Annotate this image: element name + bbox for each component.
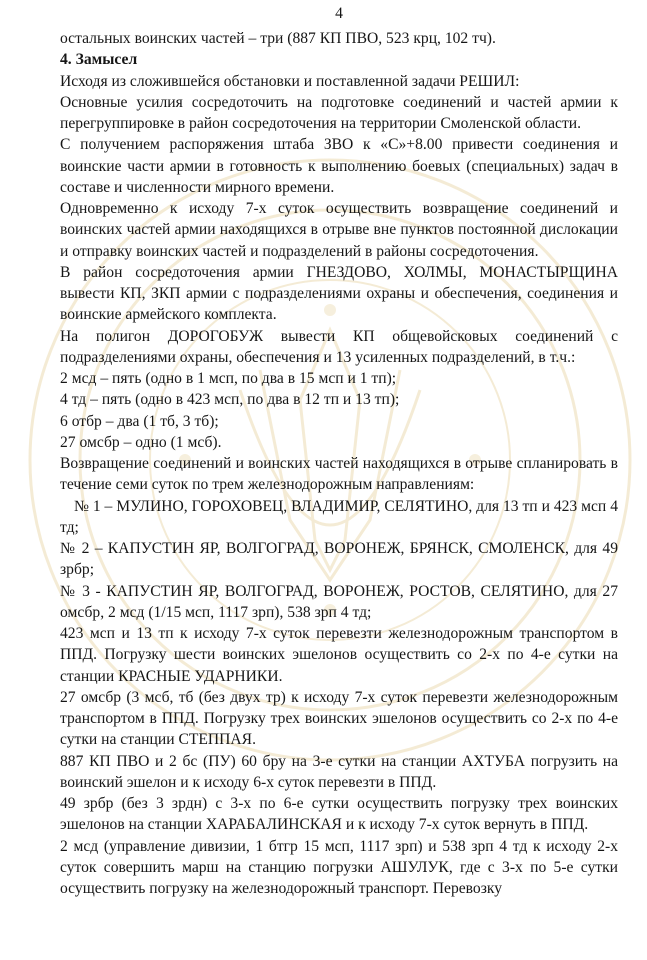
paragraph: 423 мсп и 13 тп к исходу 7-х суток перевезти железнодорожным транспортом в ППД. Погрузку шести воинских эшелонов осуществить со 2-х по 4-е сутки на станции КРАСНЫЕ УДАРНИКИ. <box>60 625 618 685</box>
paragraph: В район сосредоточения армии ГНЕЗДОВО, ХОЛМЫ, МОНАСТЫРЩИНА вывести КП, ЗКП армии с подразделениями охраны и обеспечения, соединения и воинские армейского комплекта. <box>60 263 618 324</box>
paragraph: На полигон ДОРОГОБУЖ вывести КП общевойсковых соединений с подразделениями охраны, обеспечения и 13 усиленных подразделений, в т.ч.: <box>60 327 618 366</box>
paragraph: 49 зрбр (без 3 зрдн) с 3-х по 6-е сутки осуществить погрузку трех воинских эшелонов на станции ХАРАБАЛИНСКАЯ и к исходу 7-х суток вернуть в ППД. <box>60 795 618 834</box>
list-item: 27 омсбр – одно (1 мсб). <box>60 433 222 451</box>
paragraph: Возвращение соединений и воинских частей находящихся в отрыве спланировать в течение семи суток по трем железнодорожным направлениям: <box>60 455 618 494</box>
route-item: № 1 – МУЛИНО, ГОРОХОВЕЦ, ВЛАДИМИР, СЕЛЯТИНО, для 13 тп и 423 мсп 4 тд; <box>60 497 618 536</box>
page-number: 4 <box>335 5 343 22</box>
route-item: № 2 – КАПУСТИН ЯР, ВОЛГОГРАД, ВОРОНЕЖ, БРЯНСК, СМОЛЕНСК, для 49 зрбр; <box>60 540 618 579</box>
paragraph: 27 омсбр (3 мсб, тб (без двух тр) к исходу 7-х суток перевезти железнодорожным транспортом в ППД. Погрузку трех воинских эшелонов осуществить со 2-х по 4-е сутки на станции СТЕППАЯ. <box>60 688 618 749</box>
paragraph: 887 КП ПВО и 2 бс (ПУ) 60 бру на 3-е сутки на станции АХТУБА погрузить на воинский эшелон и к исходу 6-х суток перевезти в ППД. <box>60 752 618 791</box>
list-item: 2 мсд – пять (одно в 1 мсп, по два в 15 мсп и 1 тп); <box>60 370 397 387</box>
section-heading: 4. Замысел <box>60 51 138 69</box>
paragraph: Исходя из сложившейся обстановки и поставленной задачи РЕШИЛ: <box>60 72 520 90</box>
paragraph: остальных воинских частей – три (887 КП ПВО, 523 крц, 102 тч). <box>60 30 496 47</box>
route-item: № 3 - КАПУСТИН ЯР, ВОЛГОГРАД, ВОРОНЕЖ, РОСТОВ, СЕЛЯТИНО, для 27 омсбр, 2 мсд (1/15 мсп, 1117 зрп), 538 зрп 4 тд; <box>60 582 618 621</box>
paragraph: Одновременно к исходу 7-х суток осуществить возвращение соединений и воинских частей армии находящихся в отрыве вне пунктов постоянной дислокации и отправку воинских частей и подразделений в районы сосредоточения. <box>60 200 618 260</box>
paragraph: 2 мсд (управление дивизии, 1 бтгр 15 мсп, 1117 зрп) и 538 зрп 4 тд к исходу 2-х суток совершить марш на станцию погрузки АШУЛУК, где с 3-х по 5-е сутки осуществить погрузку на железнодорожный транспорт. Перевозку <box>60 837 618 897</box>
paragraph: С получением распоряжения штаба ЗВО к «С»+8.00 привести соединения и воинские части армии в готовность к выполнению боевых (специальных) задач в составе и численности мирного времени. <box>60 136 618 196</box>
paragraph: Основные усилия сосредоточить на подготовке соединений и частей армии к перегруппировке в район сосредоточения на территории Смоленской области. <box>60 93 618 132</box>
list-item: 4 тд – пять (одно в 423 мсп, по два в 12 тп и 13 тп); <box>60 391 400 409</box>
list-item: 6 отбр – два (1 тб, 3 тб); <box>60 412 219 430</box>
